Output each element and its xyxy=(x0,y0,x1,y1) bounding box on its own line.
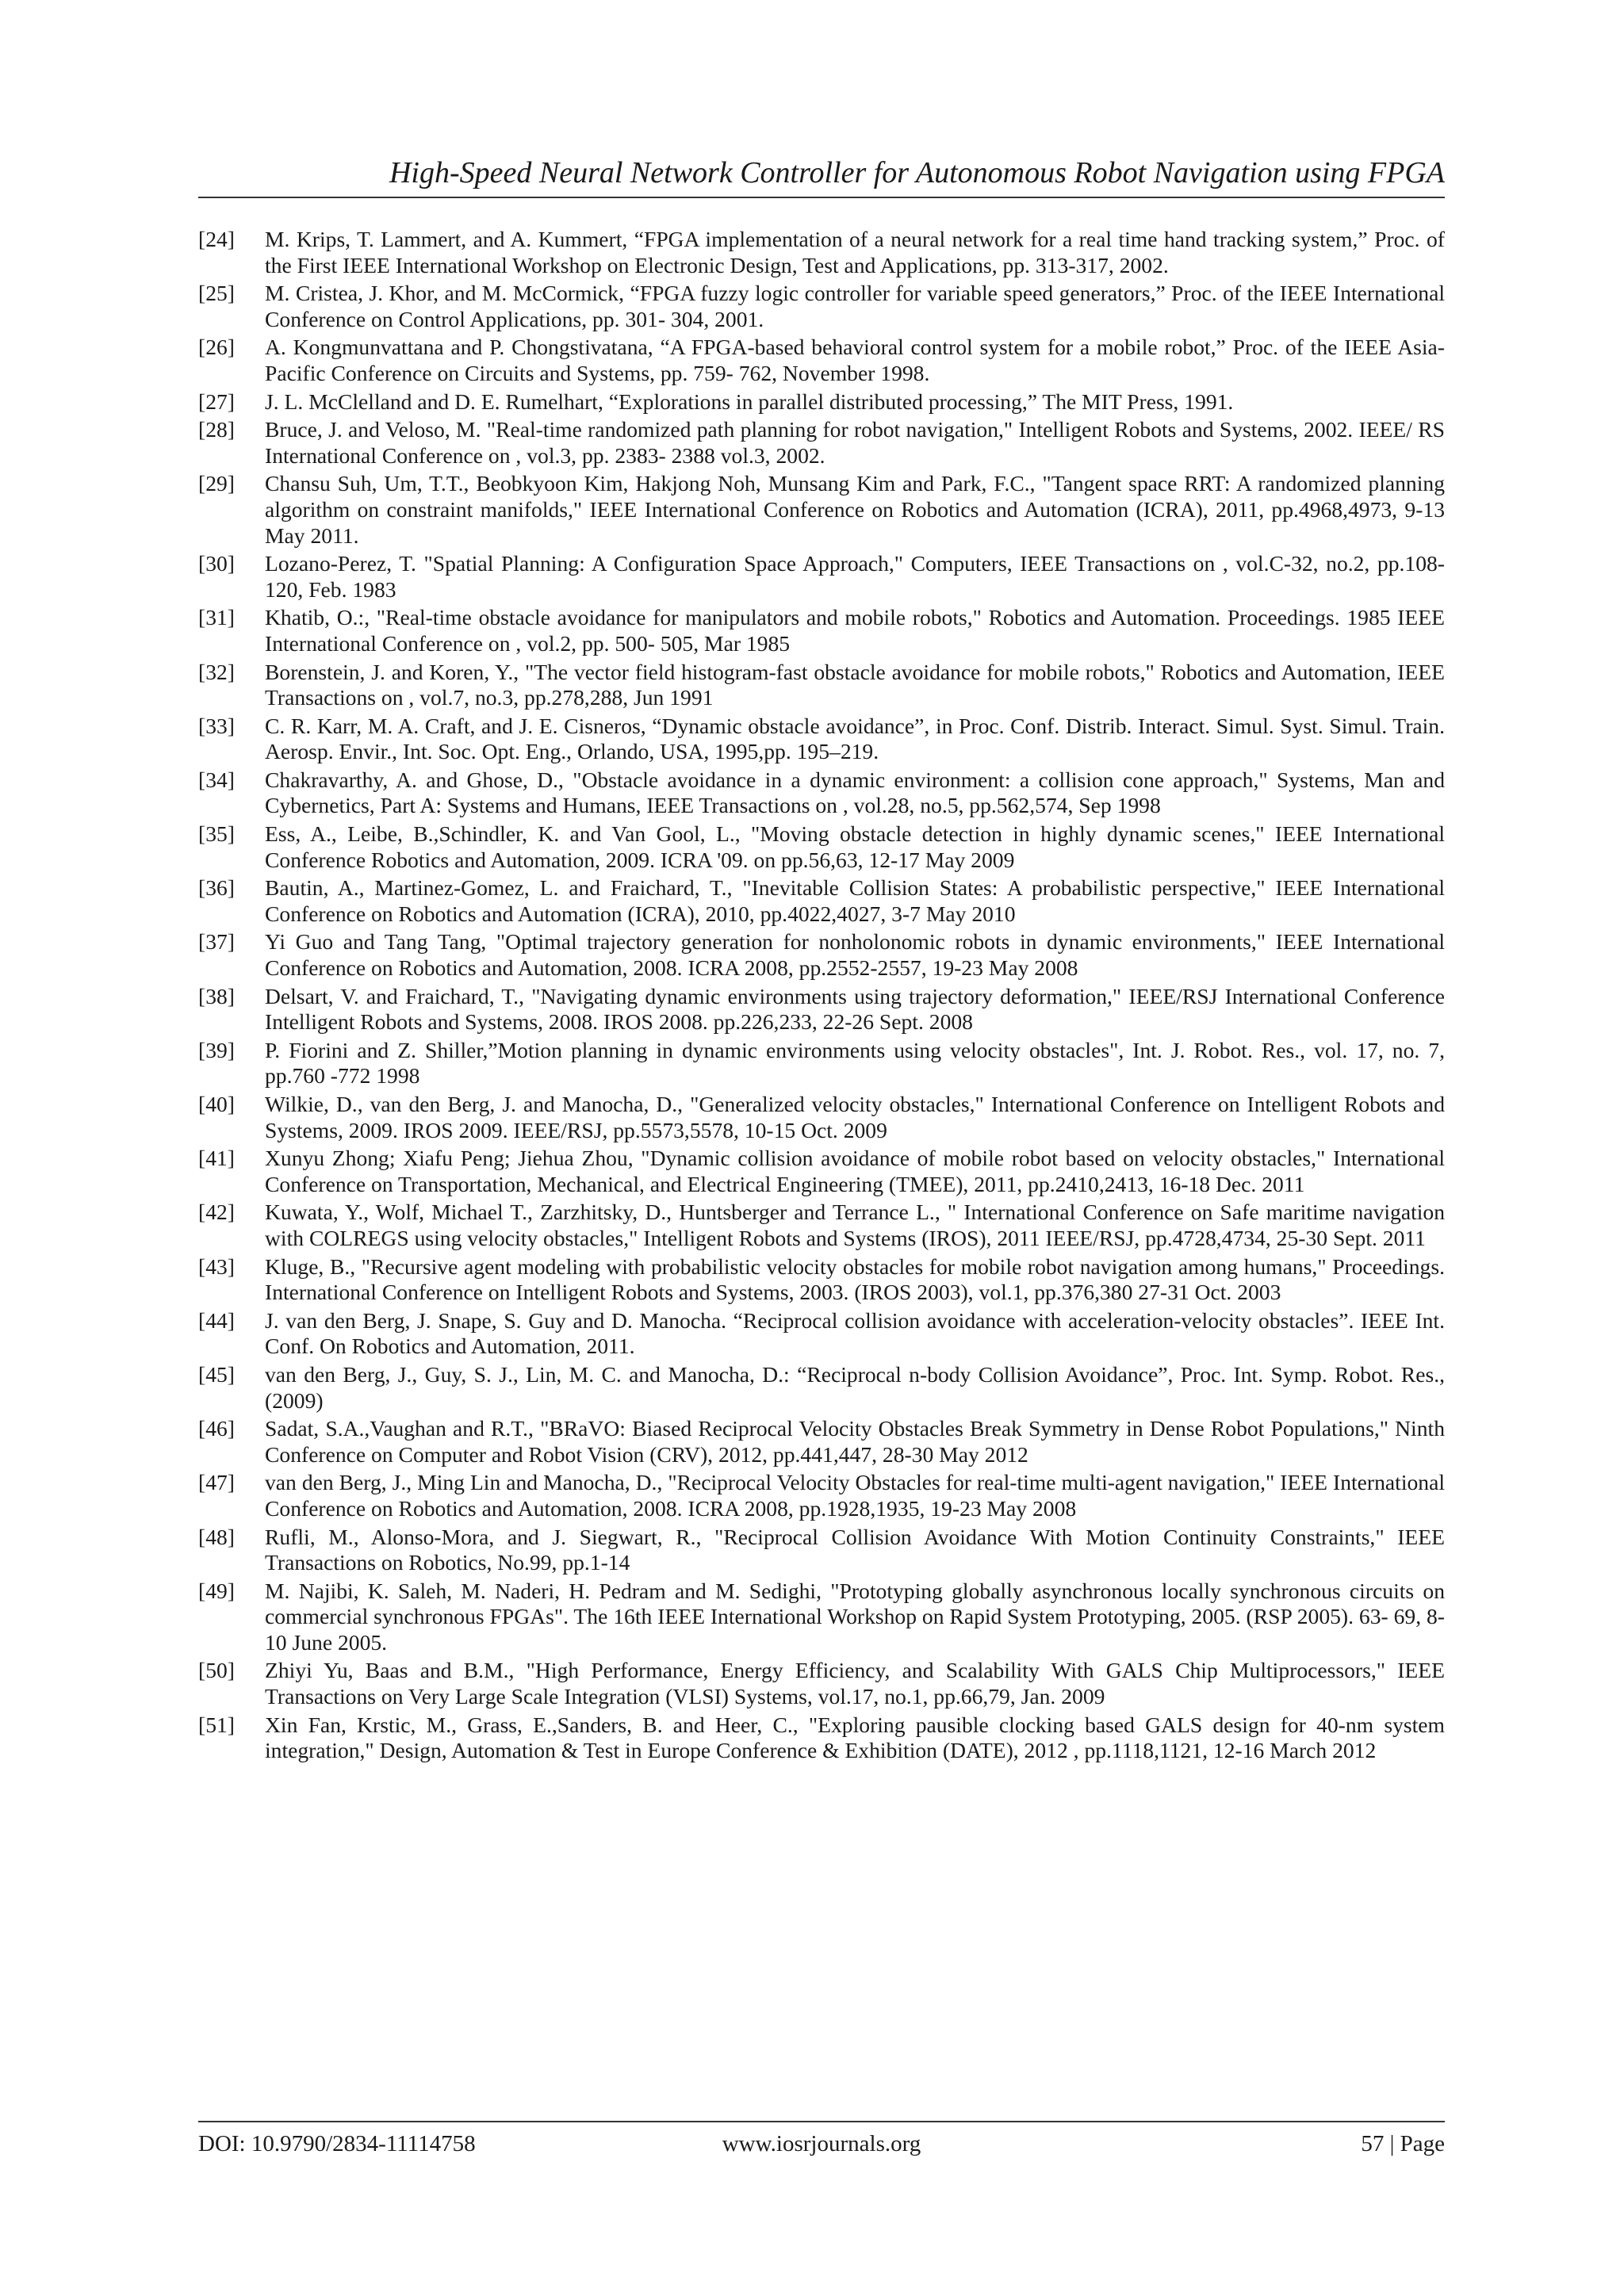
reference-item xyxy=(198,1092,1445,1143)
reference-text: Borenstein, J. and Koren, Y., "The vector field histogram-fast obstacle avoidance for mobile robots," Robotics and Automation, IEEE Transactions on , vol.7, no.3, pp.278,288, Jun 1991 xyxy=(265,659,1445,710)
reference-text: Yi Guo and Tang Tang, "Optimal trajectory generation for nonholonomic robots in dynamic environments," IEEE International Conference on Robotics and Automation, 2008. ICRA 2008, pp.2552-2557, 19-23 May 2008 xyxy=(265,929,1445,981)
reference-number: [28] xyxy=(198,417,235,442)
reference-item xyxy=(198,660,1445,711)
reference-text: Chansu Suh, Um, T.T., Beobkyoon Kim, Hakjong Noh, Munsang Kim and Park, F.C., "Tangent space RRT: A randomized planning algorithm on constraint manifolds," IEEE International Conference on Robotics and Automation (ICRA), 2011, pp.4968,4973, 9-13 May 2011. xyxy=(265,471,1445,548)
reference-item xyxy=(198,1146,1445,1197)
reference-number: [48] xyxy=(198,1524,235,1549)
reference-text: Kuwata, Y., Wolf, Michael T., Zarzhitsky, D., Huntsberger and Terrance L., " International Conference on Safe maritime navigation with COLREGS using velocity obstacles," Intelligent Robots and Systems (IROS), 2011 IEEE/RSJ, pp.4728,4734, 25-30 Sept. 2011 xyxy=(265,1200,1445,1250)
reference-item xyxy=(198,1578,1445,1656)
journal-website: www.iosrjournals.org xyxy=(722,2131,921,2156)
reference-text: M. Krips, T. Lammert, and A. Kummert, “FPGA implementation of a neural network for a real time hand tracking system,” Proc. of the First IEEE International Workshop on Electronic Design, Test and Applications, pp. 313-317, 2002. xyxy=(265,227,1445,277)
reference-number: [43] xyxy=(198,1253,235,1279)
reference-number: [32] xyxy=(198,659,235,684)
reference-item xyxy=(198,714,1445,765)
reference-item xyxy=(198,605,1445,656)
reference-item xyxy=(198,1362,1445,1414)
reference-number: [47] xyxy=(198,1470,235,1495)
reference-item xyxy=(198,551,1445,603)
reference-number: [27] xyxy=(198,388,235,414)
reference-number: [45] xyxy=(198,1361,235,1387)
reference-text: Xunyu Zhong; Xiafu Peng; Jiehua Zhou, "Dynamic collision avoidance of mobile robot based on velocity obstacles," International Conference on Transportation, Mechanical, and Electrical Engineering (TMEE), 2011, pp.2410,2413, 16-18 Dec. 2011 xyxy=(265,1146,1445,1196)
reference-item xyxy=(198,875,1445,927)
running-header xyxy=(198,155,1445,198)
reference-text: J. L. McClelland and D. E. Rumelhart, “Explorations in parallel distributed processing,” The MIT Press, 1991. xyxy=(265,388,1234,414)
reference-number: [39] xyxy=(198,1037,235,1062)
reference-text: Kluge, B., "Recursive agent modeling with probabilistic velocity obstacles for mobile robot navigation among humans," Proceedings. International Conference on Intelligent Robots and Systems, 2003. (IROS 2003), vol.1, pp.376,380 27-31 Oct. 2003 xyxy=(265,1253,1445,1305)
reference-text: Zhiyi Yu, Baas and B.M., "High Performance, Energy Efficiency, and Scalability With GALS Chip Multiprocessors," IEEE Transactions on Very Large Scale Integration (VLSI) Systems, vol.17, no.1, pp.66,79, Jan. 2009 xyxy=(265,1658,1445,1709)
reference-number: [34] xyxy=(198,767,235,792)
reference-number: [26] xyxy=(198,335,235,360)
reference-text: M. Cristea, J. Khor, and M. McCormick, “FPGA fuzzy logic controller for variable speed generators,” Proc. of the IEEE International Conference on Control Applications, pp. 301- 304, 2001. xyxy=(265,281,1445,331)
reference-number: [36] xyxy=(198,875,235,901)
reference-item xyxy=(198,389,1445,415)
reference-item xyxy=(198,417,1445,469)
reference-item xyxy=(198,227,1445,278)
reference-number: [25] xyxy=(198,281,235,306)
reference-text: Bautin, A., Martinez-Gomez, L. and Fraichard, T., "Inevitable Collision States: A probabilistic perspective," IEEE International Conference on Robotics and Automation (ICRA), 2010, pp.4022,4027, 3-7 May 2010 xyxy=(265,875,1445,926)
reference-text: Rufli, M., Alonso-Mora, and J. Siegwart, R., "Reciprocal Collision Avoidance With Motion Continuity Constraints," IEEE Transactions on Robotics, No.99, pp.1-14 xyxy=(265,1524,1445,1575)
reference-item xyxy=(198,281,1445,332)
reference-item xyxy=(198,1416,1445,1468)
page-number: 57 | Page xyxy=(1361,2131,1445,2156)
reference-text: Xin Fan, Krstic, M., Grass, E.,Sanders, B. and Heer, C., "Exploring pausible clocking based GALS design for 40-nm system integration," Design, Automation & Test in Europe Conference & Exhibition (DATE), 2012 , pp.1118,1121, 12-16 March 2012 xyxy=(265,1712,1445,1763)
reference-item xyxy=(198,1308,1445,1360)
reference-number: [40] xyxy=(198,1092,235,1116)
reference-text: Delsart, V. and Fraichard, T., "Navigating dynamic environments using trajectory deformation," IEEE/RSJ International Conference Intelligent Robots and Systems, 2008. IROS 2008. pp.226,233, 22-26 Sept. 2008 xyxy=(265,983,1445,1035)
reference-number: [51] xyxy=(198,1712,235,1737)
reference-number: [50] xyxy=(198,1658,235,1683)
doi-label: DOI: 10.9790/2834-11114758 xyxy=(198,2131,476,2156)
reference-text: Khatib, O.:, "Real-time obstacle avoidance for manipulators and mobile robots," Robotics and Automation. Proceedings. 1985 IEEE International Conference on , vol.2, pp. 500- 505, Mar 1985 xyxy=(265,605,1445,656)
reference-text: J. van den Berg, J. Snape, S. Guy and D. Manocha. “Reciprocal collision avoidance with acceleration-velocity obstacles”. IEEE Int. Conf. On Robotics and Automation, 2011. xyxy=(265,1307,1445,1359)
reference-number: [46] xyxy=(198,1416,235,1441)
reference-item xyxy=(198,1712,1445,1764)
reference-item xyxy=(198,471,1445,549)
reference-item xyxy=(198,1525,1445,1576)
reference-number: [29] xyxy=(198,471,235,496)
reference-text: M. Najibi, K. Saleh, M. Naderi, H. Pedram and M. Sedighi, "Prototyping globally asynchronous locally synchronous circuits on commercial synchronous FPGAs". The 16th IEEE International Workshop on Rapid System Prototyping, 2005. (RSP 2005). 63- 69, 8-10 June 2005. xyxy=(265,1578,1445,1655)
reference-item xyxy=(198,335,1445,386)
reference-item xyxy=(198,767,1445,819)
reference-number: [35] xyxy=(198,821,235,847)
reference-number: [31] xyxy=(198,605,235,630)
reference-number: [30] xyxy=(198,551,235,576)
reference-text: Bruce, J. and Veloso, M. "Real-time randomized path planning for robot navigation," Intelligent Robots and Systems, 2002. IEEE/ RS International Conference on , vol.3, pp. 2383- 2388 vol.3, 2002. xyxy=(265,417,1445,468)
reference-text: P. Fiorini and Z. Shiller,”Motion planning in dynamic environments using velocity obstacles", Int. J. Robot. Res., vol. 17, no. 7, pp.760 -772 1998 xyxy=(265,1037,1445,1089)
reference-list xyxy=(198,227,1445,1766)
reference-number: [24] xyxy=(198,227,235,251)
reference-item xyxy=(198,1038,1445,1089)
reference-text: van den Berg, J., Ming Lin and Manocha, D., "Reciprocal Velocity Obstacles for real-time multi-agent navigation," IEEE International Conference on Robotics and Automation, 2008. ICRA 2008, pp.1928,1935, 19-23 May 2008 xyxy=(265,1470,1445,1521)
reference-number: [33] xyxy=(198,713,235,738)
reference-item xyxy=(198,1470,1445,1521)
journal-article-title: High-Speed Neural Network Controller for Autonomous Robot Navigation using FPGA xyxy=(389,156,1445,189)
reference-text: Ess, A., Leibe, B.,Schindler, K. and Van Gool, L., "Moving obstacle detection in highly dynamic scenes," IEEE International Conference Robotics and Automation, 2009. ICRA '09. on pp.56,63, 12-17 May 2009 xyxy=(265,821,1445,872)
page-footer xyxy=(198,2121,1445,2160)
reference-number: [41] xyxy=(198,1146,235,1171)
reference-text: Lozano-Perez, T. "Spatial Planning: A Configuration Space Approach," Computers, IEEE Transactions on , vol.C-32, no.2, pp.108-120, Feb. 1983 xyxy=(265,551,1445,602)
reference-text: C. R. Karr, M. A. Craft, and J. E. Cisneros, “Dynamic obstacle avoidance”, in Proc. Conf. Distrib. Interact. Simul. Syst. Simul. Train. Aerosp. Envir., Int. Soc. Opt. Eng., Orlando, USA, 1995,pp. 195–219. xyxy=(265,713,1445,764)
reference-text: A. Kongmunvattana and P. Chongstivatana, “A FPGA-based behavioral control system for a mobile robot,” Proc. of the IEEE Asia-Pacific Conference on Circuits and Systems, pp. 759- 762, November 1998. xyxy=(265,335,1445,385)
reference-number: [44] xyxy=(198,1307,235,1333)
reference-number: [49] xyxy=(198,1578,235,1603)
reference-item xyxy=(198,1658,1445,1709)
reference-number: [37] xyxy=(198,929,235,955)
reference-text: van den Berg, J., Guy, S. J., Lin, M. C. and Manocha, D.: “Reciprocal n-body Collision Avoidance”, Proc. Int. Symp. Robot. Res., (2009) xyxy=(265,1361,1445,1413)
reference-number: [42] xyxy=(198,1200,235,1225)
reference-item xyxy=(198,821,1445,873)
reference-text: Chakravarthy, A. and Ghose, D., "Obstacle avoidance in a dynamic environment: a collision cone approach," Systems, Man and Cybernetics, Part A: Systems and Humans, IEEE Transactions on , vol.28, no.5, pp.562,574, Sep 1998 xyxy=(265,767,1445,818)
reference-item xyxy=(198,1200,1445,1251)
reference-number: [38] xyxy=(198,983,235,1008)
reference-item xyxy=(198,984,1445,1035)
reference-item xyxy=(198,1254,1445,1306)
reference-text: Sadat, S.A.,Vaughan and R.T., "BRaVO: Biased Reciprocal Velocity Obstacles Break Symmetry in Dense Robot Populations," Ninth Conference on Computer and Robot Vision (CRV), 2012, pp.441,447, 28-30 May 2012 xyxy=(265,1416,1445,1467)
reference-text: Wilkie, D., van den Berg, J. and Manocha, D., "Generalized velocity obstacles," International Conference on Intelligent Robots and Systems, 2009. IROS 2009. IEEE/RSJ, pp.5573,5578, 10-15 Oct. 2009 xyxy=(265,1092,1445,1142)
reference-item xyxy=(198,929,1445,981)
